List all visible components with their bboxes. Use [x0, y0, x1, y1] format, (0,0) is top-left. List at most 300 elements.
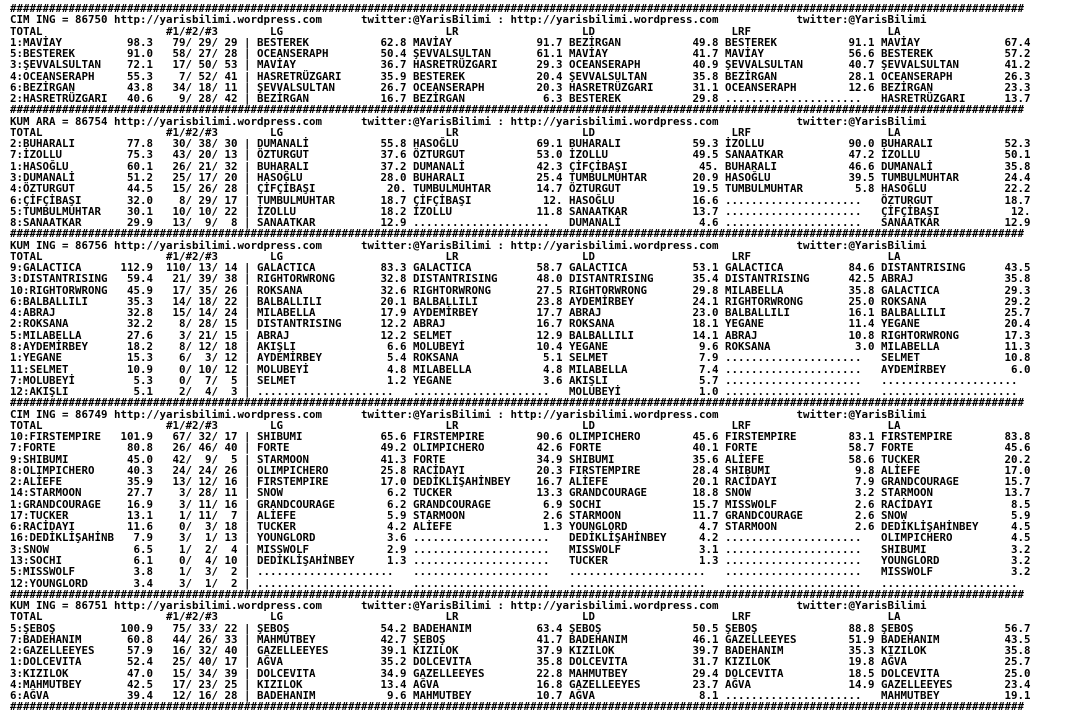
horse-name: MOLUBEYİ	[413, 339, 466, 353]
horse-name: DUMANALİ	[413, 159, 466, 173]
horse-name: DOLCEVITA	[257, 666, 316, 680]
rank-counts	[166, 273, 238, 284]
horse-name: BEZİRGAN	[257, 92, 310, 106]
total-score: 35.9	[126, 475, 153, 489]
hash-border: ############################################################################################################################################################	[10, 103, 1025, 117]
rank-count: 10	[198, 204, 212, 218]
slash-separator: /	[185, 283, 193, 297]
total-score: 15.3	[126, 351, 153, 365]
twitter-handle: twitter:@YarisBilimi	[796, 13, 927, 27]
rank-count: 8	[178, 193, 186, 207]
stat-value: 47.2	[848, 148, 875, 162]
horse-name: MAHMUTBEY	[257, 632, 316, 646]
rank-count: 33	[198, 621, 212, 635]
empty-dots: .....................	[725, 204, 862, 218]
stat-cell-lr	[413, 59, 569, 70]
empty-dots: .....................	[725, 216, 862, 230]
section-code: KUM ING = 86756	[10, 238, 108, 252]
slash-separator: /	[211, 576, 219, 590]
site-url: http://yarisbilimi.wordpress.com	[114, 114, 323, 128]
horse-name: GALACTICA	[725, 261, 784, 275]
rank-count: 1	[178, 508, 186, 522]
stat-value: 35.8	[1004, 644, 1031, 658]
empty-dots: .....................	[257, 385, 394, 399]
total-score: 112.9	[120, 261, 153, 275]
rank-count: 26	[198, 182, 212, 196]
pipe-separator: |	[243, 339, 251, 353]
rank-count: 1	[178, 542, 186, 556]
twitter-handle: twitter:@YarisBilimi	[361, 13, 492, 27]
rank-count: 22	[224, 204, 238, 218]
total-score: 5.1	[133, 385, 153, 399]
horse-name: GRANDCOURAGE	[881, 475, 960, 489]
rank-count: 16	[198, 689, 212, 703]
horse-name: MISSWOLF	[881, 565, 934, 579]
horse-name: AYDEMİRBEY	[881, 362, 947, 376]
total-score: 75.3	[126, 148, 153, 162]
slash-separator: /	[185, 531, 193, 545]
stat-cell-lr	[413, 656, 569, 667]
horse-name: OCEANSERAPH	[413, 80, 485, 94]
stat-value: 1.2	[386, 373, 407, 387]
stat-value: 5.8	[854, 182, 875, 196]
rank-count: 12	[198, 339, 212, 353]
col-header-total: TOTAL	[10, 418, 43, 432]
horse-name: RACİDAYI	[881, 497, 934, 511]
horse-name: GAZELLEEYES	[257, 644, 329, 658]
twitter-handle: twitter:@YarisBilimi	[361, 238, 492, 252]
stat-value: 1.3	[698, 554, 719, 568]
stat-value: 29.3	[1004, 283, 1031, 297]
rank-counts	[166, 375, 238, 386]
total-score: 3.8	[133, 565, 153, 579]
empty-dots: .....................	[725, 554, 862, 568]
stat-value: 90.0	[848, 137, 875, 151]
stat-value: 20.2	[1004, 452, 1031, 466]
horse-name: BALBALLILI	[881, 306, 947, 320]
rank-count: 2	[178, 385, 186, 399]
horse-name: GAZELLEEYES	[881, 677, 953, 691]
horse-name: DOLCEVITA	[569, 655, 628, 669]
stat-value: 48.0	[536, 272, 563, 286]
slash-separator: /	[185, 655, 193, 669]
pipe-separator: |	[243, 306, 251, 320]
horse-name: TUMBULMUHTAR	[413, 182, 492, 196]
stat-value: 19.1	[1004, 689, 1031, 703]
horse-name: AKIŞLI	[569, 373, 609, 387]
rank-count: 15	[172, 306, 186, 320]
stat-cell-la	[881, 487, 1037, 498]
total-score: 39.4	[126, 689, 153, 703]
twitter-handle: twitter:@YarisBilimi	[796, 599, 927, 613]
slash-separator: /	[211, 170, 219, 184]
rank-count: 28	[224, 689, 238, 703]
horse-name: SELMET	[257, 373, 297, 387]
stat-value: 50.4	[380, 47, 407, 61]
stat-value: 46.1	[692, 632, 719, 646]
slash-separator: /	[211, 58, 219, 72]
stat-value: 4.8	[386, 362, 407, 376]
stat-value: 22.2	[1004, 182, 1031, 196]
stat-value: 39.1	[380, 644, 407, 658]
horse-name: TUMBULMUHTAR	[569, 170, 648, 184]
colon-separator: :	[497, 599, 504, 613]
stat-value: 40.1	[692, 441, 719, 455]
slash-separator: /	[211, 193, 219, 207]
slash-separator: /	[185, 159, 193, 173]
stat-cell-lrf	[725, 273, 881, 284]
col-header-lrf: LRF	[731, 24, 752, 38]
total-score: 72.1	[126, 58, 153, 72]
rank-counts	[166, 183, 238, 194]
slash-separator: /	[211, 621, 219, 635]
horse-name: FIRSTEMPIRE	[413, 430, 485, 444]
stat-value: 6.0	[1010, 362, 1031, 376]
stat-cell-lg	[257, 442, 413, 453]
section-code: CIM ING = 86750	[10, 13, 108, 27]
horse-name: SHIBUMI	[881, 542, 927, 556]
rank-count: 3	[204, 351, 212, 365]
stat-value: 17.9	[380, 306, 407, 320]
stat-cell-ld	[569, 487, 725, 498]
rank-count: 16	[224, 475, 238, 489]
stat-cell-lg	[257, 352, 413, 363]
slash-separator: /	[211, 351, 219, 365]
stat-cell-lr	[413, 183, 569, 194]
slash-separator: /	[211, 531, 219, 545]
empty-dots: .....................	[725, 689, 862, 703]
slash-separator: /	[185, 463, 193, 477]
stat-value: 11.8	[536, 204, 563, 218]
slash-separator: /	[211, 182, 219, 196]
stat-value: 25.0	[848, 294, 875, 308]
rank-count: 42	[224, 92, 238, 106]
horse-name: BEZİRGAN	[413, 92, 466, 106]
rank-count: 24	[172, 463, 186, 477]
rank-count: 6	[178, 351, 186, 365]
rank-count: 11	[224, 486, 238, 500]
slash-separator: /	[185, 689, 193, 703]
slash-separator: /	[211, 204, 219, 218]
stat-value: 29.8	[692, 283, 719, 297]
slash-separator: /	[211, 542, 219, 556]
rank-count: 15	[172, 666, 186, 680]
stat-value: 12.	[1010, 204, 1031, 218]
stat-value: 1.3	[386, 554, 407, 568]
stat-value: 5.1	[542, 351, 563, 365]
rank-count: 8	[230, 216, 238, 230]
horse-name: RACİDAYI	[725, 475, 778, 489]
horse-name: OLIMPICHERO	[881, 531, 953, 545]
total-score: 77.8	[126, 137, 153, 151]
horse-name: İZOLLU	[881, 148, 921, 162]
horse-name: ALİEFE	[725, 452, 765, 466]
slash-separator: /	[211, 644, 219, 658]
pipe-separator: |	[243, 182, 251, 196]
total-score: 51.2	[126, 170, 153, 184]
stat-value: 42.6	[536, 441, 563, 455]
stat-value: 31.7	[692, 655, 719, 669]
rank-count: 8	[178, 339, 186, 353]
horse-name: STARMOON	[725, 520, 778, 534]
rank-count: 21	[172, 272, 186, 286]
pipe-separator: |	[243, 554, 251, 568]
horse-name: ŞEBOŞ	[569, 621, 602, 635]
rank-count: 10	[172, 204, 186, 218]
stat-value: 4.6	[698, 216, 719, 230]
rank-count: 26	[172, 159, 186, 173]
empty-dots: .....................	[413, 385, 550, 399]
rank-count: 21	[198, 159, 212, 173]
pipe-separator: |	[243, 283, 251, 297]
horse-name: BUHARALI	[413, 170, 466, 184]
horse-name: BALBALLILI	[413, 294, 479, 308]
horse-name: OLIMPICHERO	[569, 430, 641, 444]
stat-value: 83.1	[848, 430, 875, 444]
pipe-separator: |	[243, 137, 251, 151]
horse-name: GALACTICA	[569, 261, 628, 275]
pipe-separator: |	[243, 204, 251, 218]
pipe-separator: |	[243, 58, 251, 72]
stat-value: 18.2	[380, 204, 407, 218]
horse-name: MAVİAY	[413, 35, 453, 49]
stat-value: 12.2	[380, 317, 407, 331]
stat-value: 12.9	[1004, 216, 1031, 230]
pipe-separator: |	[243, 92, 251, 106]
stat-cell-ld	[569, 442, 725, 453]
rank-count: 21	[198, 328, 212, 342]
rank-count: 3	[178, 497, 186, 511]
horse-name: SELMET	[413, 328, 453, 342]
horse-name: ABRAJ	[257, 328, 290, 342]
total-score: 101.9	[120, 430, 153, 444]
section-code: KUM ARA = 86754	[10, 114, 108, 128]
rank-count: 18	[198, 294, 212, 308]
horse-name: BALBALLILI	[569, 328, 635, 342]
stat-cell-la	[881, 183, 1037, 194]
horse-name: SNOW	[725, 486, 752, 500]
rank-count: 2	[230, 565, 238, 579]
stat-value: 12.9	[536, 328, 563, 342]
stat-value: 20.1	[692, 475, 719, 489]
slash-separator: /	[185, 565, 193, 579]
stat-value: 4.2	[386, 520, 407, 534]
stat-cell-lr	[413, 273, 569, 284]
horse-total-label: 8:AYDEMİRBEY	[10, 339, 89, 353]
rank-count: 8	[178, 317, 186, 331]
stat-value: 35.4	[692, 272, 719, 286]
section-header	[10, 14, 1077, 25]
col-header-lr: LR	[445, 24, 459, 38]
pipe-separator: |	[243, 272, 251, 286]
stat-value: 16.8	[536, 677, 563, 691]
horse-total-label: 6:ÇİFÇİBAŞI	[10, 193, 82, 207]
slash-separator: /	[211, 92, 219, 106]
horse-name: MAHMUTBEY	[413, 689, 472, 703]
horse-name: BADEHANIM	[569, 632, 628, 646]
stat-value: 61.1	[536, 47, 563, 61]
rank-count: 0	[178, 362, 186, 376]
table-row	[10, 318, 1077, 329]
rank-count: 32	[198, 644, 212, 658]
horse-name: BEZİRGAN	[725, 69, 778, 83]
stat-value: 23.0	[692, 306, 719, 320]
rank-counts	[166, 352, 238, 363]
stat-value: 83.3	[380, 261, 407, 275]
stat-value: 17.0	[1004, 463, 1031, 477]
rank-count: 13	[172, 475, 186, 489]
horse-name: ABRAJ	[569, 306, 602, 320]
horse-name: DISTANTRISING	[257, 317, 342, 331]
col-header-lrf: LRF	[731, 418, 752, 432]
stat-value: 88.8	[848, 621, 875, 635]
colon-separator: :	[497, 114, 504, 128]
colon-separator: :	[497, 238, 504, 252]
col-header-ld: LD	[582, 610, 596, 624]
pipe-separator: |	[243, 170, 251, 184]
slash-separator: /	[185, 317, 193, 331]
horse-name: HASOĞLU	[569, 193, 615, 207]
stat-value: 3.6	[542, 373, 563, 387]
horse-name: BUHARALI	[725, 159, 778, 173]
pipe-separator: |	[243, 655, 251, 669]
slash-separator: /	[211, 317, 219, 331]
slash-separator: /	[185, 294, 193, 308]
horse-name: BADEHANIM	[257, 689, 316, 703]
stat-value: 15.7	[692, 497, 719, 511]
pipe-separator: |	[243, 47, 251, 61]
stat-value: 35.9	[380, 69, 407, 83]
stat-value: 49.5	[692, 148, 719, 162]
stat-value: 28.4	[692, 463, 719, 477]
slash-separator: /	[185, 272, 193, 286]
twitter-handle: twitter:@YarisBilimi	[796, 407, 927, 421]
stat-cell-ld	[569, 273, 725, 284]
stat-cell-lrf	[725, 487, 881, 498]
horse-name: GAZELLEEYES	[725, 632, 797, 646]
total-score: 27.6	[126, 328, 153, 342]
slash-separator: /	[211, 554, 219, 568]
horse-name: GRANDCOURAGE	[725, 508, 804, 522]
horse-name: MAVİAY	[257, 58, 297, 72]
rank-count: 50	[198, 58, 212, 72]
slash-separator: /	[185, 677, 193, 691]
rank-count: 34	[172, 80, 186, 94]
horse-total-label: 10:RIGHTORWRONG	[10, 283, 108, 297]
stat-value: 84.6	[848, 261, 875, 275]
slash-separator: /	[185, 35, 193, 49]
stat-value: 9.8	[854, 463, 875, 477]
pipe-separator: |	[243, 294, 251, 308]
rank-count: 12	[198, 475, 212, 489]
rank-count: 33	[224, 632, 238, 646]
rank-count: 29	[198, 193, 212, 207]
stat-value: 37.9	[536, 644, 563, 658]
empty-dots: .....................	[413, 565, 550, 579]
stat-cell-la	[881, 566, 1037, 577]
col-header-ranks: #1/#2/#3	[166, 249, 219, 263]
stat-value: 49.8	[692, 35, 719, 49]
col-header-ld: LD	[582, 24, 596, 38]
horse-name: DEDİKLİŞAHİNBEY	[413, 475, 511, 489]
col-header-total: TOTAL	[10, 24, 43, 38]
stat-value: 3.2	[1010, 542, 1031, 556]
horse-name: BESTEREK	[725, 35, 778, 49]
total-score: 42.5	[126, 677, 153, 691]
site-url: http://yarisbilimi.wordpress.com	[510, 13, 719, 27]
horse-name: ÖZTURGUT	[569, 182, 622, 196]
horse-name: DEDİKLİŞAHİNBEY	[881, 520, 979, 534]
slash-separator: /	[211, 430, 219, 444]
hash-border-line	[10, 104, 1077, 115]
stat-value: 16.7	[380, 92, 407, 106]
slash-separator: /	[185, 58, 193, 72]
horse-name: DOLCEVITA	[725, 666, 784, 680]
stat-value: 1.3	[542, 520, 563, 534]
hash-border-line	[10, 397, 1077, 408]
slash-separator: /	[211, 216, 219, 230]
col-header-ld: LD	[582, 418, 596, 432]
horse-name: ROKSANA	[413, 351, 459, 365]
stat-value: 58.7	[536, 261, 563, 275]
horse-name: TUCKER	[569, 554, 609, 568]
horse-name: KIZILOK	[257, 677, 303, 691]
table-row	[10, 59, 1077, 70]
stat-cell-lrf	[725, 442, 881, 453]
horse-name: FIRSTEMPIRE	[881, 430, 953, 444]
stat-value: 20.4	[536, 69, 563, 83]
slash-separator: /	[185, 508, 193, 522]
horse-total-label: 4:OCEANSERAPH	[10, 69, 95, 83]
horse-name: ROKSANA	[725, 339, 771, 353]
stat-value: 10.8	[1004, 351, 1031, 365]
rank-count: 2	[230, 576, 238, 590]
horse-name: SHIBUMI	[257, 430, 303, 444]
stat-value: 4.2	[698, 531, 719, 545]
slash-separator: /	[185, 554, 193, 568]
slash-separator: /	[211, 339, 219, 353]
stat-value: 31.1	[692, 80, 719, 94]
stat-value: 25.7	[1004, 306, 1031, 320]
rank-count: 22	[224, 621, 238, 635]
empty-dots: .....................	[725, 351, 862, 365]
stat-value: 45.6	[692, 430, 719, 444]
stat-value: 67.4	[1004, 35, 1031, 49]
rank-count: 53	[224, 58, 238, 72]
stat-value: 36.7	[380, 58, 407, 72]
stat-value: 3.2	[1010, 554, 1031, 568]
rank-count: 25	[172, 655, 186, 669]
stat-value: 5.7	[698, 373, 719, 387]
slash-separator: /	[185, 351, 193, 365]
total-score: 32.0	[126, 193, 153, 207]
stat-value: 18.7	[1004, 193, 1031, 207]
horse-name: DEDİKLİŞAHİNBEY	[569, 531, 667, 545]
rank-count: 29	[198, 35, 212, 49]
total-score: 6.1	[133, 554, 153, 568]
stat-value: 57.2	[1004, 47, 1031, 61]
rank-count: 28	[198, 317, 212, 331]
slash-separator: /	[185, 137, 193, 151]
horse-name: ALİEFE	[569, 475, 609, 489]
rank-count: 17	[224, 193, 238, 207]
horse-name: ŞEBOŞ	[413, 632, 446, 646]
stat-value: 19.8	[848, 655, 875, 669]
slash-separator: /	[185, 362, 193, 376]
rank-count: 11	[224, 80, 238, 94]
rank-count: 44	[172, 632, 186, 646]
rank-count: 29	[224, 35, 238, 49]
